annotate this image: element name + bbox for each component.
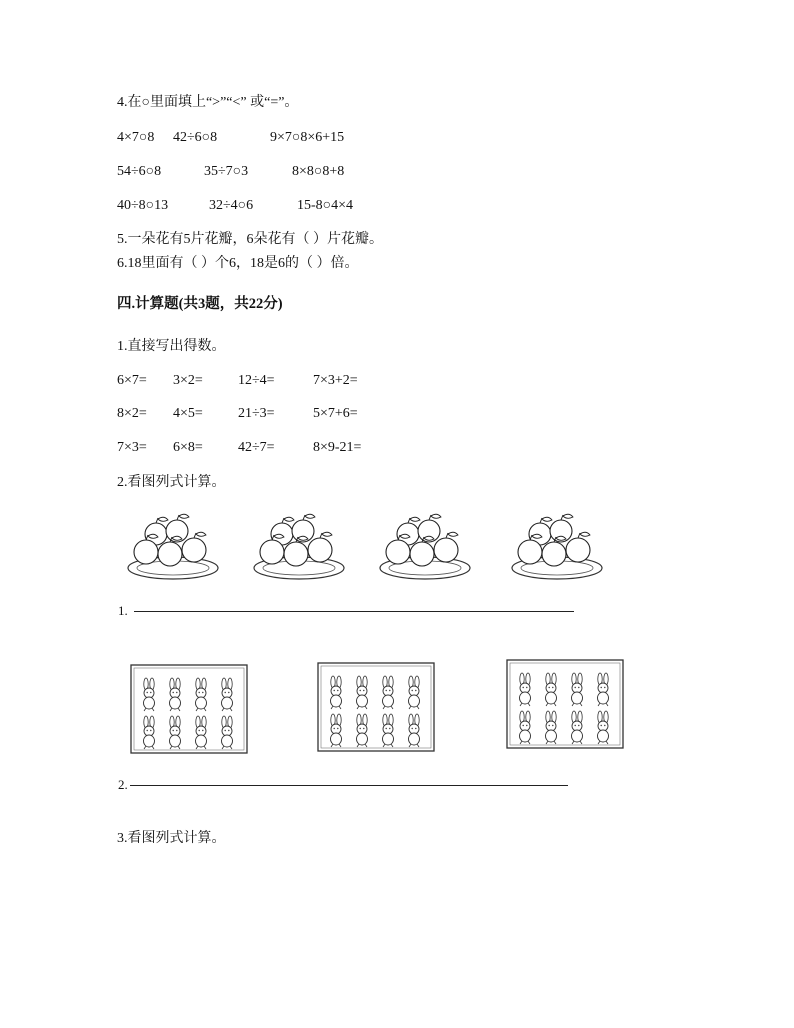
q4-item: 9×7○8×6+15: [270, 130, 345, 145]
apple-plates-figure: [124, 510, 624, 590]
q4-item: 54÷6○8: [117, 164, 162, 179]
apple-plate-icon: [380, 514, 470, 579]
rabbit-boxes-figure: [128, 658, 628, 758]
q3-prompt: 3.看图列式计算。: [117, 831, 226, 846]
q4-item: 42÷6○8: [173, 130, 218, 145]
q1-item: 4×5=: [173, 406, 203, 421]
apple-plate-icon: [128, 514, 218, 579]
q4-item: 8×8○8+8: [292, 164, 345, 179]
answer-label-1: 1.: [118, 603, 128, 618]
rabbit-box: [131, 665, 247, 753]
q4-item: 4×7○8: [117, 130, 155, 145]
q1-item: 6×7=: [117, 373, 147, 388]
q1-prompt: 1.直接写出得数。: [117, 339, 226, 354]
q4-prompt: 4.在○里面填上“>”“<” 或“=”。: [117, 95, 299, 110]
q1-item: 21÷3=: [238, 406, 275, 421]
q5-text: 5.一朵花有5片花瓣，6朵花有（ ）片花瓣。: [117, 232, 383, 247]
q4-item: 15-8○4×4: [297, 198, 354, 213]
q1-item: 7×3+2=: [313, 373, 358, 388]
q1-item: 8×9-21=: [313, 440, 362, 455]
rabbit-box: [318, 663, 434, 751]
q1-item: 7×3=: [117, 440, 147, 455]
q1-item: 42÷7=: [238, 440, 275, 455]
apple-plate-icon: [254, 514, 344, 579]
q4-item: 35÷7○3: [204, 164, 249, 179]
answer-line-1[interactable]: [134, 611, 574, 612]
q4-item: 40÷8○13: [117, 198, 169, 213]
q4-item: 32÷4○6: [209, 198, 254, 213]
q1-item: 8×2=: [117, 406, 147, 421]
q6-text: 6.18里面有（ ）个6，18是6的（ ）倍。: [117, 256, 359, 271]
rabbit-box: [507, 660, 623, 748]
apple-plate-icon: [512, 514, 602, 579]
q1-item: 5×7+6=: [313, 406, 358, 421]
q2-prompt: 2.看图列式计算。: [117, 475, 226, 490]
section4-heading: 四.计算题(共3题，共22分): [117, 296, 283, 312]
q1-item: 3×2=: [173, 373, 203, 388]
q1-item: 6×8=: [173, 440, 203, 455]
answer-label-2: 2.: [118, 777, 128, 792]
answer-line-2[interactable]: [130, 785, 568, 786]
q1-item: 12÷4=: [238, 373, 275, 388]
